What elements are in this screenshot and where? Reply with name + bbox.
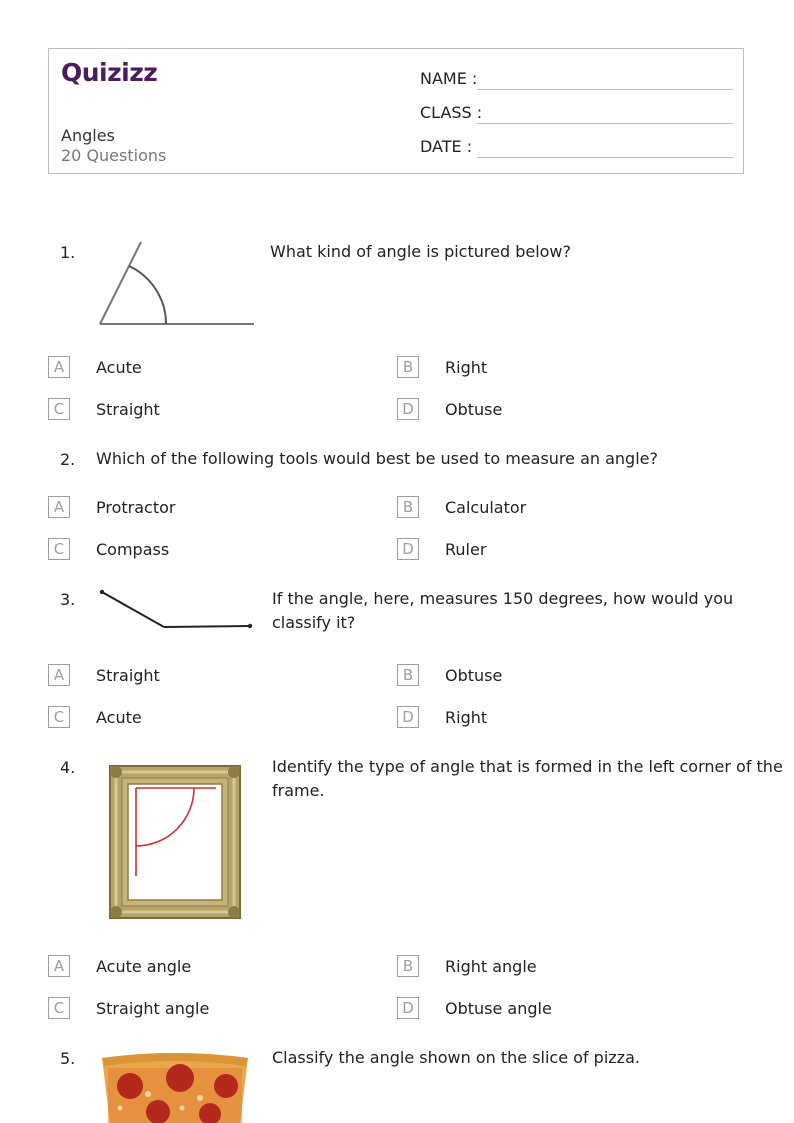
option-text[interactable]: Obtuse angle (445, 999, 552, 1018)
date-field[interactable] (477, 157, 733, 158)
question-text: Which of the following tools would best be used to measure an angle? (96, 449, 658, 468)
quizizz-logo: Quizizz (61, 58, 158, 87)
option-letter: C (48, 538, 70, 560)
option-letter: B (397, 496, 419, 518)
option-letter: A (48, 955, 70, 977)
option-text[interactable]: Ruler (445, 540, 487, 559)
question-text-line2: classify it? (272, 613, 356, 632)
question-number: 3. (60, 590, 76, 609)
option-letter: D (397, 706, 419, 728)
question-text-line2: frame. (272, 781, 325, 800)
option-letter: A (48, 496, 70, 518)
option-text[interactable]: Acute (96, 708, 142, 727)
option-text[interactable]: Straight (96, 400, 160, 419)
option-letter: D (397, 997, 419, 1019)
option-text[interactable]: Compass (96, 540, 170, 559)
option-letter: B (397, 955, 419, 977)
class-label: CLASS : (420, 103, 483, 122)
option-letter: D (397, 398, 419, 420)
date-label: DATE : (420, 137, 473, 156)
option-letter: B (397, 356, 419, 378)
option-letter: C (48, 398, 70, 420)
option-letter: A (48, 664, 70, 686)
option-text[interactable]: Obtuse (445, 400, 503, 419)
option-text[interactable]: Straight angle (96, 999, 210, 1018)
question-text: What kind of angle is pictured below? (270, 242, 572, 261)
question-number: 4. (60, 758, 76, 777)
option-letter: A (48, 356, 70, 378)
option-text[interactable]: Straight (96, 666, 160, 685)
option-letter: D (397, 538, 419, 560)
option-text[interactable]: Right angle (445, 957, 537, 976)
option-letter: B (397, 664, 419, 686)
option-text[interactable]: Right (445, 708, 488, 727)
option-letter: C (48, 706, 70, 728)
option-text[interactable]: Protractor (96, 498, 176, 517)
obtuse-angle-image (96, 238, 256, 330)
option-text[interactable]: Acute (96, 358, 142, 377)
worksheet-title: Angles (61, 126, 115, 145)
option-text[interactable]: Calculator (445, 498, 527, 517)
question-text: Classify the angle shown on the slice of pizza. (272, 1048, 640, 1067)
question-number: 5. (60, 1049, 76, 1068)
question-text-line1: Identify the type of angle that is formed in the left corner of the (272, 757, 783, 776)
option-text[interactable]: Acute angle (96, 957, 192, 976)
name-label: NAME : (420, 69, 478, 88)
option-letter: C (48, 997, 70, 1019)
angle-150-degrees-image (96, 586, 256, 632)
pizza-slice-image (100, 1050, 250, 1123)
name-field[interactable] (477, 89, 733, 90)
option-text[interactable]: Right (445, 358, 488, 377)
class-field[interactable] (477, 123, 733, 124)
question-text-line1: If the angle, here, measures 150 degrees, how would you (272, 589, 734, 608)
picture-frame-image (108, 764, 242, 920)
question-number: 1. (60, 243, 76, 262)
option-text[interactable]: Obtuse (445, 666, 503, 685)
question-number: 2. (60, 450, 76, 469)
worksheet-question-count: 20 Questions (61, 146, 167, 165)
